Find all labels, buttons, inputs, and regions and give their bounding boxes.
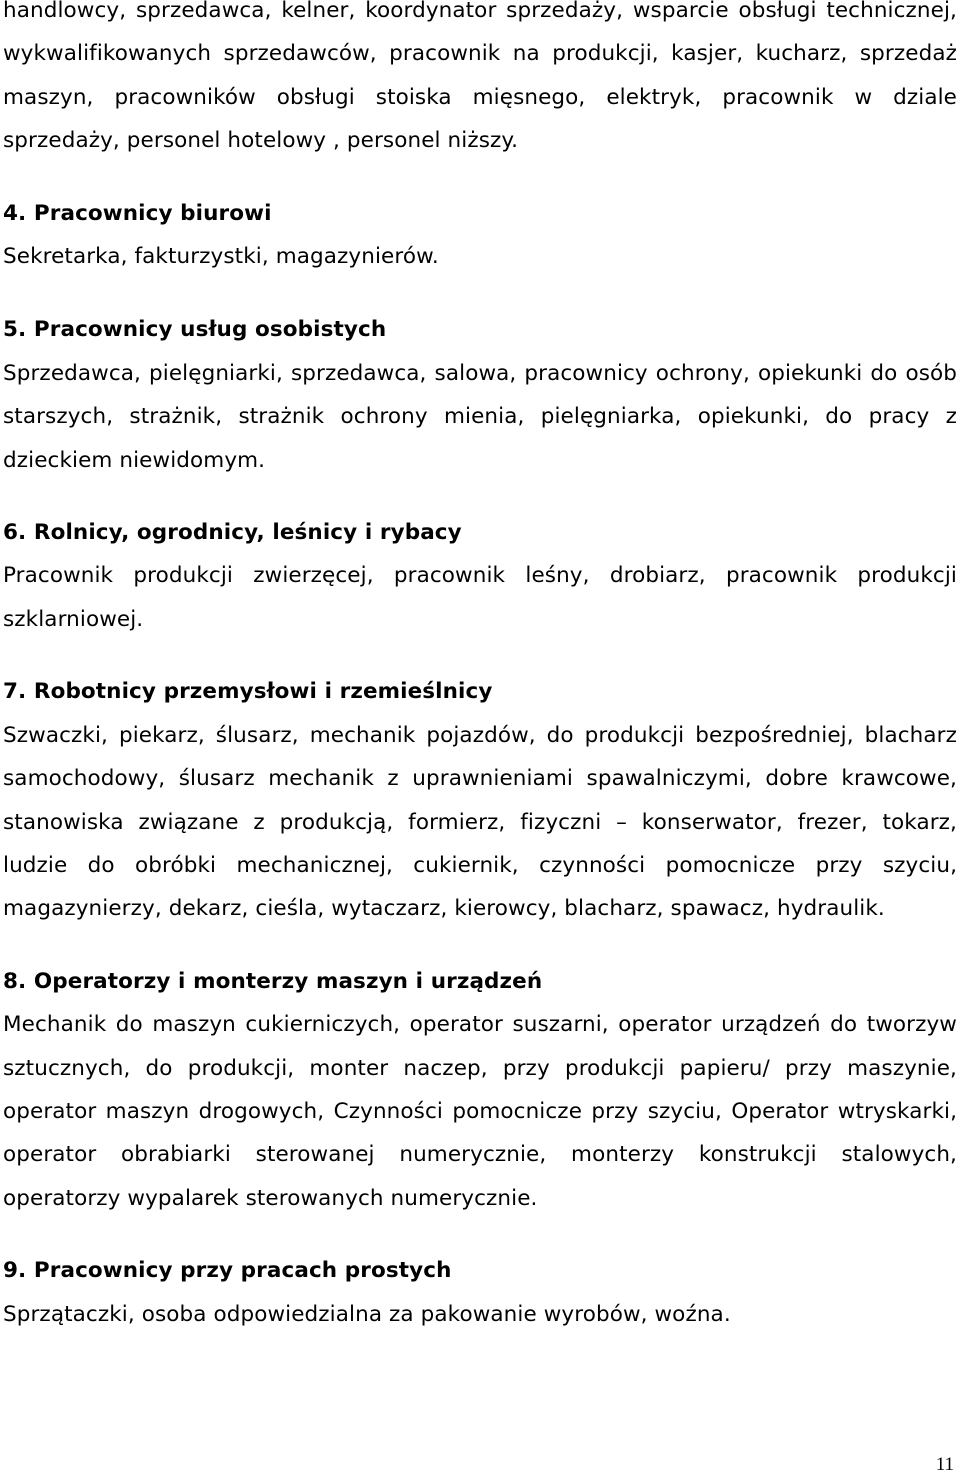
section-heading: 8. Operatorzy i monterzy maszyn i urządzeń: [3, 968, 543, 994]
section-heading: 9. Pracownicy przy pracach prostych: [3, 1258, 452, 1284]
section-body: Sprzątaczki, osoba odpowiedzialna za pakowanie wyrobów, woźna.: [3, 1301, 731, 1327]
intro-paragraph: handlowcy, sprzedawca, kelner, koordynator sprzedaży, wsparcie obsługi technicznej, wykwalifikowanych sprzedawców, pracownik na produkcji, kasjer, kucharz, sprzedaż maszyn, pracowników obsługi stoiska mięsnego, elektryk, pracownik w dziale sprzedaży, personel hotelowy , personel niższy.: [3, 0, 957, 154]
section-heading: 5. Pracownicy usług osobistych: [3, 317, 387, 343]
document-page: [3, 0, 957, 1336]
section-body: Sekretarka, fakturzystki, magazynierów.: [3, 244, 439, 270]
section-body: Pracownik produkcji zwierzęcej, pracownik leśny, drobiarz, pracownik produkcji szklarniowej.: [3, 563, 957, 632]
section-heading: 4. Pracownicy biurowi: [3, 200, 272, 226]
section-body: Sprzedawca, pielęgniarki, sprzedawca, salowa, pracownicy ochrony, opiekunki do osób starszych, strażnik, strażnik ochrony mienia, pielęgniarka, opiekunki, do pracy z dzieckiem niewidomym.: [3, 360, 957, 473]
section-body: Szwaczki, piekarz, ślusarz, mechanik pojazdów, do produkcji bezpośredniej, blacharz samochodowy, ślusarz mechanik z uprawnieniami spawalniczymi, dobre krawcowe, stanowiska związane z produkcją, formierz, fizyczni – konserwator, frezer, tokarz, ludzie do obróbki mechanicznej, cukiernik, czynności pomocnicze przy szyciu, magazynierzy, dekarz, cieśla, wytaczarz, kierowcy, blacharz, spawacz, hydraulik.: [3, 722, 957, 922]
section-agriculture: [3, 511, 957, 641]
section-machine-operators: [3, 960, 957, 1220]
section-heading: 6. Rolnicy, ogrodnicy, leśnicy i rybacy: [3, 520, 462, 546]
section-heading: 7. Robotnicy przemysłowi i rzemieślnicy: [3, 679, 493, 705]
page-number: 11: [935, 1454, 954, 1475]
section-office-workers: [3, 192, 957, 279]
section-industrial-workers: [3, 670, 957, 930]
section-simple-jobs: [3, 1249, 957, 1336]
section-personal-services: [3, 308, 957, 482]
section-body: Mechanik do maszyn cukierniczych, operator suszarni, operator urządzeń do tworzyw sztucznych, do produkcji, monter naczep, przy produkcji papieru/ przy maszynie, operator maszyn drogowych, Czynności pomocnicze przy szyciu, Operator wtryskarki, operator obrabiarki sterowanej numerycznie, monterzy konstrukcji stalowych, operatorzy wypalarek sterowanych numerycznie.: [3, 1012, 957, 1211]
